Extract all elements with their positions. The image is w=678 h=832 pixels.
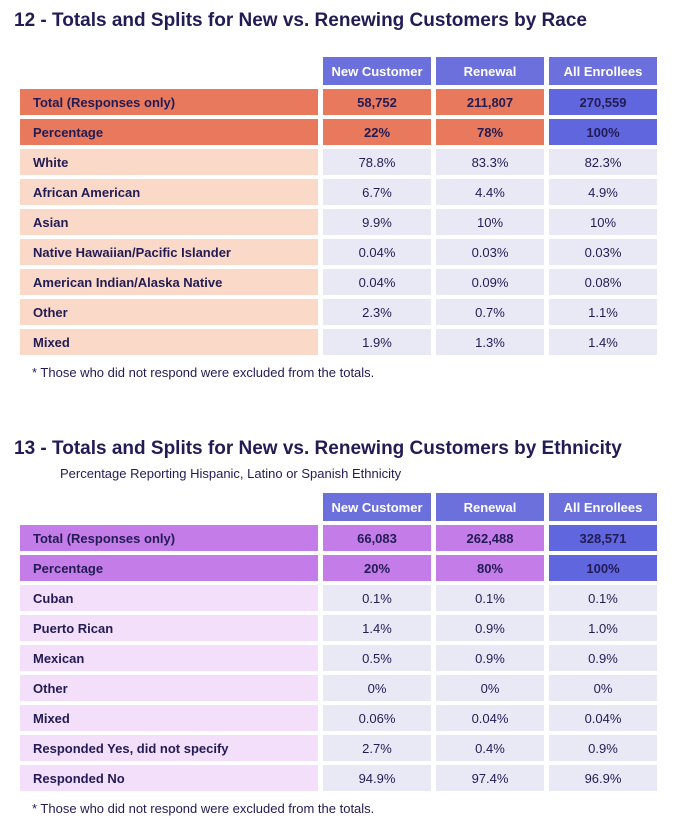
column-header-all-enrollees: All Enrollees bbox=[549, 493, 657, 521]
row-label: Percentage bbox=[20, 119, 318, 145]
row-value: 0.5% bbox=[323, 645, 431, 671]
race-table-header-row bbox=[20, 57, 657, 85]
ethnicity-table-subtitle: Percentage Reporting Hispanic, Latino or Spanish Ethnicity bbox=[60, 466, 402, 481]
row-label: Total (Responses only) bbox=[20, 89, 318, 115]
row-label: Total (Responses only) bbox=[20, 525, 318, 551]
column-header-renewal: Renewal bbox=[436, 57, 544, 85]
row-label: Other bbox=[20, 299, 318, 325]
table-row bbox=[20, 149, 657, 175]
row-value: 0.9% bbox=[436, 645, 544, 671]
row-value: 0.04% bbox=[549, 705, 657, 731]
row-label: Mexican bbox=[20, 645, 318, 671]
row-value: 80% bbox=[436, 555, 544, 581]
table-row bbox=[20, 89, 657, 115]
table-row bbox=[20, 525, 657, 551]
header-spacer bbox=[20, 57, 318, 85]
table-row bbox=[20, 735, 657, 761]
table-row bbox=[20, 765, 657, 791]
row-label: Cuban bbox=[20, 585, 318, 611]
row-label: Mixed bbox=[20, 705, 318, 731]
row-value: 1.0% bbox=[549, 615, 657, 641]
row-value: 78.8% bbox=[323, 149, 431, 175]
row-value: 0.9% bbox=[549, 735, 657, 761]
row-value: 4.9% bbox=[549, 179, 657, 205]
table-row bbox=[20, 705, 657, 731]
ethnicity-table-footnote: * Those who did not respond were excluded from the totals. bbox=[32, 801, 375, 816]
table-row bbox=[20, 645, 657, 671]
row-value: 0.1% bbox=[549, 585, 657, 611]
row-label: Responded No bbox=[20, 765, 318, 791]
ethnicity-table-header-row bbox=[20, 493, 657, 521]
row-value: 0.04% bbox=[323, 269, 431, 295]
row-value: 82.3% bbox=[549, 149, 657, 175]
table-row bbox=[20, 615, 657, 641]
row-value: 0.09% bbox=[436, 269, 544, 295]
row-value: 6.7% bbox=[323, 179, 431, 205]
header-spacer bbox=[20, 493, 318, 521]
row-value: 0.7% bbox=[436, 299, 544, 325]
column-header-new-customer: New Customer bbox=[323, 493, 431, 521]
row-label: Mixed bbox=[20, 329, 318, 355]
row-value: 0.04% bbox=[436, 705, 544, 731]
row-label: Percentage bbox=[20, 555, 318, 581]
row-value: 0.06% bbox=[323, 705, 431, 731]
row-label: Asian bbox=[20, 209, 318, 235]
row-value: 2.7% bbox=[323, 735, 431, 761]
row-value: 0.1% bbox=[323, 585, 431, 611]
table-row bbox=[20, 299, 657, 325]
ethnicity-table bbox=[20, 493, 657, 791]
row-value: 0.08% bbox=[549, 269, 657, 295]
table-row bbox=[20, 179, 657, 205]
row-label: White bbox=[20, 149, 318, 175]
row-label: Puerto Rican bbox=[20, 615, 318, 641]
table-row bbox=[20, 675, 657, 701]
row-value: 0.9% bbox=[436, 615, 544, 641]
row-value: 328,571 bbox=[549, 525, 657, 551]
row-value: 270,559 bbox=[549, 89, 657, 115]
race-table-footnote: * Those who did not respond were excluded from the totals. bbox=[32, 365, 375, 380]
row-value: 100% bbox=[549, 555, 657, 581]
row-value: 1.1% bbox=[549, 299, 657, 325]
row-label: Responded Yes, did not specify bbox=[20, 735, 318, 761]
ethnicity-table-title: 13 - Totals and Splits for New vs. Renewing Customers by Ethnicity bbox=[14, 438, 622, 459]
row-value: 0.03% bbox=[436, 239, 544, 265]
row-value: 78% bbox=[436, 119, 544, 145]
ethnicity-table-body bbox=[20, 525, 657, 791]
row-value: 0.03% bbox=[549, 239, 657, 265]
row-value: 97.4% bbox=[436, 765, 544, 791]
row-value: 10% bbox=[549, 209, 657, 235]
race-table-body bbox=[20, 89, 657, 355]
row-label: African American bbox=[20, 179, 318, 205]
column-header-new-customer: New Customer bbox=[323, 57, 431, 85]
row-value: 0.4% bbox=[436, 735, 544, 761]
table-row bbox=[20, 585, 657, 611]
row-value: 1.9% bbox=[323, 329, 431, 355]
row-value: 1.4% bbox=[323, 615, 431, 641]
row-value: 0% bbox=[323, 675, 431, 701]
row-label: Native Hawaiian/Pacific Islander bbox=[20, 239, 318, 265]
table-row bbox=[20, 119, 657, 145]
row-value: 2.3% bbox=[323, 299, 431, 325]
column-header-all-enrollees: All Enrollees bbox=[549, 57, 657, 85]
row-value: 83.3% bbox=[436, 149, 544, 175]
row-value: 10% bbox=[436, 209, 544, 235]
row-value: 0.9% bbox=[549, 645, 657, 671]
row-value: 9.9% bbox=[323, 209, 431, 235]
row-value: 96.9% bbox=[549, 765, 657, 791]
row-value: 0% bbox=[436, 675, 544, 701]
row-label: American Indian/Alaska Native bbox=[20, 269, 318, 295]
table-row bbox=[20, 329, 657, 355]
row-label: Other bbox=[20, 675, 318, 701]
table-row bbox=[20, 239, 657, 265]
row-value: 20% bbox=[323, 555, 431, 581]
race-table bbox=[20, 57, 657, 355]
row-value: 211,807 bbox=[436, 89, 544, 115]
row-value: 22% bbox=[323, 119, 431, 145]
row-value: 0.04% bbox=[323, 239, 431, 265]
row-value: 0% bbox=[549, 675, 657, 701]
table-row bbox=[20, 269, 657, 295]
table-row bbox=[20, 555, 657, 581]
table-row bbox=[20, 209, 657, 235]
row-value: 1.3% bbox=[436, 329, 544, 355]
row-value: 94.9% bbox=[323, 765, 431, 791]
row-value: 66,083 bbox=[323, 525, 431, 551]
race-table-title: 12 - Totals and Splits for New vs. Renewing Customers by Race bbox=[14, 10, 587, 31]
row-value: 4.4% bbox=[436, 179, 544, 205]
row-value: 0.1% bbox=[436, 585, 544, 611]
column-header-renewal: Renewal bbox=[436, 493, 544, 521]
row-value: 58,752 bbox=[323, 89, 431, 115]
report-page bbox=[0, 10, 678, 832]
row-value: 1.4% bbox=[549, 329, 657, 355]
row-value: 100% bbox=[549, 119, 657, 145]
row-value: 262,488 bbox=[436, 525, 544, 551]
